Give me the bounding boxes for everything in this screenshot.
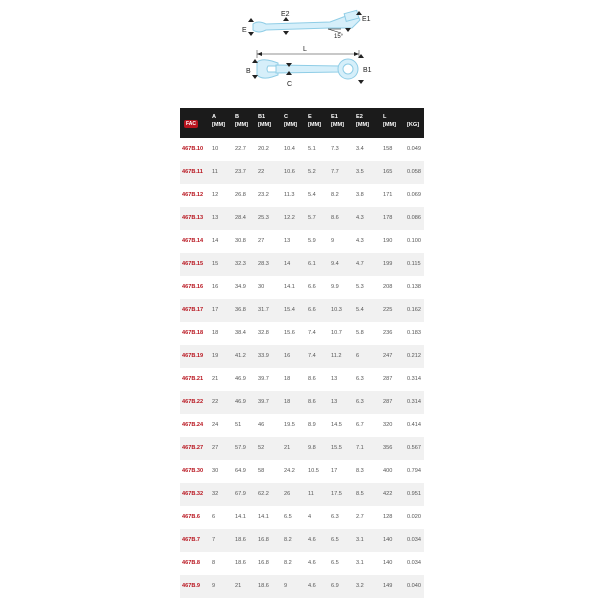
cell-c: 13 — [284, 238, 291, 244]
cell-a: 16 — [212, 284, 219, 290]
cell-weight: 0.951 — [407, 491, 421, 497]
cell-b1: 32.8 — [258, 330, 269, 336]
spec-table — [180, 108, 424, 598]
cell-e1: 6.5 — [331, 537, 339, 543]
cell-ref: 467B.13 — [182, 215, 204, 221]
cell-b1: 33.9 — [258, 353, 269, 359]
cell-b1: 16.8 — [258, 537, 269, 543]
cell-weight: 0.069 — [407, 192, 421, 198]
cell-l: 236 — [383, 330, 393, 336]
cell-e1: 7.7 — [331, 169, 339, 175]
cell-e1: 13 — [331, 376, 338, 382]
cell-b: 32.3 — [235, 261, 246, 267]
cell-a: 8 — [212, 560, 216, 566]
cell-l: 140 — [383, 560, 393, 566]
cell-e2: 2.7 — [356, 514, 364, 520]
table-row — [180, 483, 424, 506]
wrench-top-view — [252, 54, 364, 84]
cell-a: 21 — [212, 376, 219, 382]
cell-l: 158 — [383, 146, 393, 152]
cell-e: 5.7 — [308, 215, 316, 221]
cell-b1: 14.1 — [258, 514, 269, 520]
cell-l: 199 — [383, 261, 393, 267]
cell-a: 11 — [212, 169, 218, 175]
cell-b1: 23.2 — [258, 192, 269, 198]
cell-b: 57.9 — [235, 445, 246, 451]
cell-c: 15.4 — [284, 307, 295, 313]
cell-e1: 10.3 — [331, 307, 342, 313]
cell-b1: 16.8 — [258, 560, 269, 566]
cell-b: 18.6 — [235, 560, 246, 566]
cell-ref: 467B.16 — [182, 284, 204, 290]
cell-c: 15.6 — [284, 330, 295, 336]
cell-c: 14.1 — [284, 284, 295, 290]
col-header-a: A [MM] — [212, 114, 226, 128]
cell-a: 22 — [212, 399, 219, 405]
cell-b: 67.9 — [235, 491, 246, 497]
cell-l: 400 — [383, 468, 393, 474]
table-row — [180, 299, 424, 322]
table-row — [180, 276, 424, 299]
table-row — [180, 460, 424, 483]
cell-e: 4 — [308, 514, 312, 520]
cell-b: 18.6 — [235, 537, 246, 543]
cell-l: 171 — [383, 192, 393, 198]
label-e2: E2 — [281, 11, 290, 18]
table-row — [180, 253, 424, 276]
cell-b: 23.7 — [235, 169, 246, 175]
cell-c: 10.4 — [284, 146, 295, 152]
cell-e1: 9.9 — [331, 284, 339, 290]
cell-e2: 3.8 — [356, 192, 364, 198]
cell-ref: 467B.6 — [182, 514, 201, 520]
cell-weight: 0.162 — [407, 307, 421, 313]
cell-e2: 5.3 — [356, 284, 364, 290]
cell-e: 8.6 — [308, 376, 316, 382]
cell-e1: 13 — [331, 399, 338, 405]
table-row — [180, 230, 424, 253]
cell-b: 38.4 — [235, 330, 246, 336]
col-header-b: B [MM] — [235, 114, 249, 128]
cell-a: 10 — [212, 146, 219, 152]
cell-weight: 0.138 — [407, 284, 421, 290]
cell-weight: 0.040 — [407, 583, 421, 589]
cell-ref: 467B.15 — [182, 261, 204, 267]
cell-b: 46.9 — [235, 376, 246, 382]
cell-b: 14.1 — [235, 514, 246, 520]
table-row — [180, 161, 424, 184]
cell-c: 8.2 — [284, 537, 292, 543]
cell-e: 8.9 — [308, 422, 316, 428]
length-dimension-line — [257, 50, 359, 58]
cell-ref: 467B.11 — [182, 169, 203, 175]
cell-b: 41.2 — [235, 353, 246, 359]
cell-c: 26 — [284, 491, 291, 497]
cell-e1: 7.3 — [331, 146, 339, 152]
cell-b: 28.4 — [235, 215, 246, 221]
col-header-e1: E1 [MM] — [331, 114, 345, 128]
label-angle: 15° — [334, 34, 344, 40]
cell-e1: 11.2 — [331, 353, 342, 359]
table-header — [180, 108, 424, 138]
cell-weight: 0.086 — [407, 215, 421, 221]
label-e1: E1 — [362, 16, 371, 23]
cell-c: 8.2 — [284, 560, 292, 566]
cell-ref: 467B.9 — [182, 583, 201, 589]
cell-e: 7.4 — [308, 353, 316, 359]
cell-c: 10.6 — [284, 169, 295, 175]
cell-a: 32 — [212, 491, 219, 497]
cell-e: 5.2 — [308, 169, 316, 175]
table-row — [180, 552, 424, 575]
cell-e: 6.6 — [308, 284, 316, 290]
cell-e2: 3.1 — [356, 560, 364, 566]
cell-e1: 14.5 — [331, 422, 342, 428]
cell-e2: 6.3 — [356, 399, 364, 405]
cell-ref: 467B.30 — [182, 468, 204, 474]
cell-ref: 467B.21 — [182, 376, 204, 382]
table-row — [180, 207, 424, 230]
cell-b: 26.8 — [235, 192, 246, 198]
cell-ref: 467B.8 — [182, 560, 201, 566]
table-row — [180, 506, 424, 529]
cell-e1: 9.4 — [331, 261, 339, 267]
cell-a: 6 — [212, 514, 216, 520]
cell-l: 190 — [383, 238, 393, 244]
cell-b: 30.8 — [235, 238, 246, 244]
cell-l: 140 — [383, 537, 393, 543]
cell-a: 18 — [212, 330, 219, 336]
cell-weight: 0.414 — [407, 422, 421, 428]
cell-b1: 25.3 — [258, 215, 269, 221]
cell-weight: 0.058 — [407, 169, 421, 175]
cell-weight: 0.567 — [407, 445, 421, 451]
cell-weight: 0.794 — [407, 468, 421, 474]
cell-ref: 467B.27 — [182, 445, 204, 451]
cell-e2: 8.5 — [356, 491, 364, 497]
cell-c: 14 — [284, 261, 291, 267]
cell-e2: 3.1 — [356, 537, 364, 543]
cell-e: 8.6 — [308, 399, 316, 405]
cell-e: 6.6 — [308, 307, 316, 313]
cell-c: 18 — [284, 399, 291, 405]
cell-ref: 467B.7 — [182, 537, 201, 543]
cell-a: 19 — [212, 353, 219, 359]
cell-b: 36.8 — [235, 307, 246, 313]
cell-l: 225 — [383, 307, 393, 313]
cell-b: 51 — [235, 422, 242, 428]
cell-b1: 18.6 — [258, 583, 269, 589]
cell-c: 19.5 — [284, 422, 295, 428]
cell-e: 5.4 — [308, 192, 316, 198]
cell-a: 27 — [212, 445, 219, 451]
cell-e2: 4.7 — [356, 261, 364, 267]
col-header-e2: E2 [MM] — [356, 114, 370, 128]
cell-ref: 467B.22 — [182, 399, 204, 405]
cell-e: 7.4 — [308, 330, 316, 336]
table-row — [180, 529, 424, 552]
cell-b1: 28.3 — [258, 261, 269, 267]
brand-logo: FAC — [186, 121, 196, 127]
cell-e2: 6.3 — [356, 376, 364, 382]
cell-e: 11 — [308, 491, 314, 497]
cell-l: 128 — [383, 514, 393, 520]
cell-b1: 46 — [258, 422, 265, 428]
cell-e1: 6.9 — [331, 583, 339, 589]
cell-b: 64.9 — [235, 468, 246, 474]
cell-weight: 0.183 — [407, 330, 421, 336]
cell-e1: 8.2 — [331, 192, 339, 198]
cell-ref: 467B.32 — [182, 491, 204, 497]
cell-weight: 0.034 — [407, 560, 421, 566]
cell-b: 34.9 — [235, 284, 246, 290]
cell-e2: 3.5 — [356, 169, 364, 175]
cell-l: 356 — [383, 445, 393, 451]
cell-a: 30 — [212, 468, 219, 474]
label-l: L — [303, 46, 307, 53]
label-e: E — [242, 27, 247, 34]
cell-b1: 20.2 — [258, 146, 269, 152]
table-row — [180, 391, 424, 414]
cell-c: 11.3 — [284, 192, 295, 198]
col-header-l: L [MM] — [383, 114, 397, 128]
cell-e2: 3.2 — [356, 583, 364, 589]
cell-a: 9 — [212, 583, 216, 589]
cell-l: 287 — [383, 399, 393, 405]
cell-e: 10.5 — [308, 468, 319, 474]
label-b1: B1 — [363, 67, 372, 74]
cell-weight: 0.314 — [407, 399, 421, 405]
cell-e2: 3.4 — [356, 146, 364, 152]
cell-weight: 0.034 — [407, 537, 421, 543]
cell-e: 5.9 — [308, 238, 316, 244]
cell-l: 178 — [383, 215, 393, 221]
cell-b1: 30 — [258, 284, 265, 290]
cell-b1: 39.7 — [258, 376, 269, 382]
cell-e2: 8.3 — [356, 468, 364, 474]
wrench-side-view — [248, 10, 362, 36]
cell-a: 7 — [212, 537, 216, 543]
cell-b1: 27 — [258, 238, 265, 244]
cell-c: 18 — [284, 376, 291, 382]
table-row — [180, 414, 424, 437]
cell-a: 17 — [212, 307, 219, 313]
cell-e: 9.8 — [308, 445, 316, 451]
cell-e: 4.6 — [308, 537, 316, 543]
table-row — [180, 437, 424, 460]
cell-e: 5.1 — [308, 146, 316, 152]
cell-b: 46.9 — [235, 399, 246, 405]
cell-b1: 39.7 — [258, 399, 269, 405]
cell-c: 12.2 — [284, 215, 295, 221]
cell-e1: 10.7 — [331, 330, 342, 336]
cell-a: 12 — [212, 192, 219, 198]
cell-e2: 6.7 — [356, 422, 364, 428]
cell-e: 4.6 — [308, 583, 316, 589]
cell-l: 149 — [383, 583, 393, 589]
cell-e2: 7.1 — [356, 445, 364, 451]
table-row — [180, 322, 424, 345]
cell-ref: 467B.18 — [182, 330, 204, 336]
cell-weight: 0.212 — [407, 353, 421, 359]
cell-e2: 6 — [356, 353, 360, 359]
table-row — [180, 345, 424, 368]
cell-e1: 15.5 — [331, 445, 342, 451]
cell-l: 287 — [383, 376, 393, 382]
cell-a: 14 — [212, 238, 219, 244]
table-row — [180, 368, 424, 391]
col-header-b1: B1 [MM] — [258, 114, 272, 128]
cell-b: 21 — [235, 583, 242, 589]
cell-b1: 22 — [258, 169, 265, 175]
cell-weight: 0.314 — [407, 376, 421, 382]
cell-e1: 17.5 — [331, 491, 342, 497]
table-body — [180, 138, 424, 598]
cell-ref: 467B.19 — [182, 353, 204, 359]
cell-b1: 58 — [258, 468, 265, 474]
cell-c: 6.5 — [284, 514, 292, 520]
cell-c: 16 — [284, 353, 291, 359]
cell-e: 6.1 — [308, 261, 316, 267]
col-header-c: C [MM] — [284, 114, 298, 128]
cell-e2: 5.8 — [356, 330, 364, 336]
cell-e1: 6.3 — [331, 514, 339, 520]
cell-l: 320 — [383, 422, 393, 428]
cell-e2: 5.4 — [356, 307, 364, 313]
cell-a: 13 — [212, 215, 219, 221]
cell-l: 422 — [383, 491, 393, 497]
cell-a: 24 — [212, 422, 219, 428]
col-header-e: E [MM] — [308, 114, 322, 128]
cell-l: 247 — [383, 353, 393, 359]
cell-weight: 0.100 — [407, 238, 421, 244]
cell-c: 9 — [284, 583, 288, 589]
cell-ref: 467B.12 — [182, 192, 204, 198]
table-row — [180, 575, 424, 598]
cell-ref: 467B.10 — [182, 146, 204, 152]
wrench-dimension-diagram — [0, 0, 600, 100]
cell-e1: 17 — [331, 468, 338, 474]
cell-weight: 0.115 — [407, 261, 421, 267]
cell-e1: 6.5 — [331, 560, 339, 566]
cell-b1: 52 — [258, 445, 265, 451]
cell-e1: 8.6 — [331, 215, 339, 221]
label-c: C — [287, 81, 293, 88]
cell-b1: 31.7 — [258, 307, 269, 313]
cell-b: 22.7 — [235, 146, 246, 152]
table-row — [180, 184, 424, 207]
cell-c: 21 — [284, 445, 291, 451]
cell-e2: 4.3 — [356, 238, 364, 244]
cell-ref: 467B.17 — [182, 307, 204, 313]
cell-l: 165 — [383, 169, 393, 175]
cell-weight: 0.049 — [407, 146, 421, 152]
table-row — [180, 138, 424, 161]
cell-ref: 467B.14 — [182, 238, 204, 244]
cell-e2: 4.3 — [356, 215, 364, 221]
cell-ref: 467B.24 — [182, 422, 204, 428]
cell-a: 15 — [212, 261, 219, 267]
cell-weight: 0.020 — [407, 514, 421, 520]
col-header-weight: [KG] — [407, 121, 420, 128]
cell-l: 208 — [383, 284, 393, 290]
cell-e: 4.6 — [308, 560, 316, 566]
cell-c: 24.2 — [284, 468, 295, 474]
cell-e1: 9 — [331, 238, 335, 244]
label-b: B — [246, 68, 251, 75]
cell-b1: 62.2 — [258, 491, 269, 497]
